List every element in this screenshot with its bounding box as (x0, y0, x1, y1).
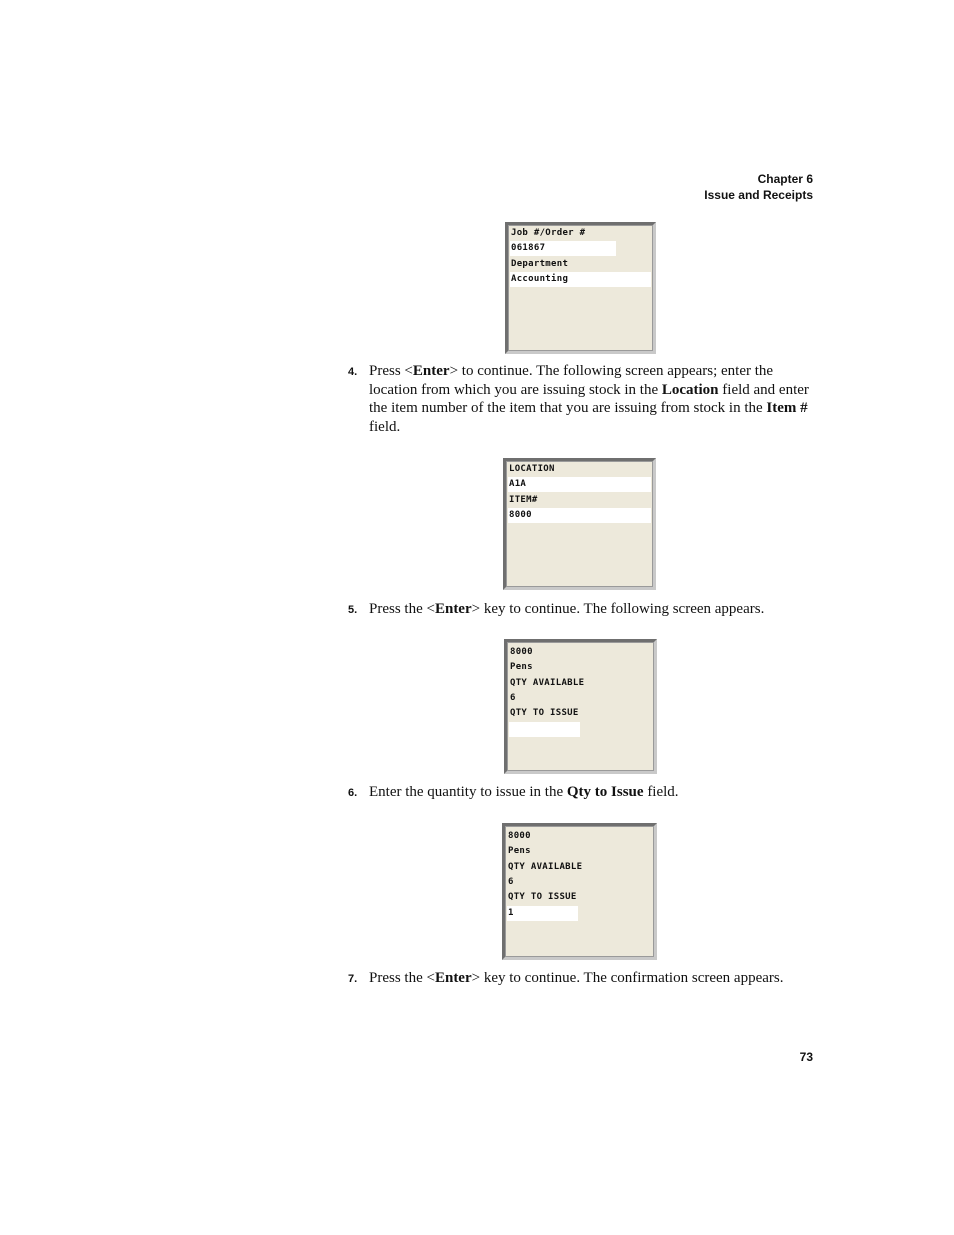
screen-label-department: Department (511, 259, 569, 269)
screen-label-location: LOCATION (509, 464, 555, 474)
step-text: Enter the quantity to issue in the Qty to Issue field. (369, 784, 679, 800)
screen-label-item: ITEM# (509, 495, 538, 505)
step-number: 4. (348, 366, 358, 378)
qty-to-issue-field[interactable] (509, 722, 580, 737)
running-header (704, 171, 813, 203)
screen-label-qty-available: QTY AVAILABLE (510, 678, 585, 688)
item-field[interactable]: 8000 (508, 508, 651, 523)
step-4 (348, 362, 818, 436)
page-number: 73 (799, 1050, 813, 1064)
screen-item-description: Pens (508, 846, 531, 856)
step-text: Press <Enter> to continue. The following screen appears; enter the location from which you are issuing stock in the Location field and enter the item number of the item that you are issuing from stock in the Item # field. (369, 363, 809, 435)
screen-qty-available-value: 6 (508, 877, 514, 887)
step-5 (348, 600, 818, 619)
screen-label-job-order: Job #/Order # (511, 228, 586, 238)
step-number: 7. (348, 973, 358, 985)
step-number: 6. (348, 787, 358, 799)
terminal-screen-qty-filled (502, 823, 657, 960)
step-text: Press the <Enter> key to continue. The confirmation screen appears. (369, 970, 784, 986)
screen-item-number: 8000 (508, 831, 531, 841)
step-6 (348, 783, 818, 802)
qty-to-issue-field[interactable]: 1 (507, 906, 578, 921)
terminal-screen-job-order (505, 222, 656, 354)
chapter-label: Chapter 6 (757, 172, 813, 186)
screen-item-description: Pens (510, 662, 533, 672)
screen-label-qty-to-issue: QTY TO ISSUE (508, 892, 577, 902)
screen-qty-available-value: 6 (510, 693, 516, 703)
terminal-screen-location-item (503, 458, 656, 590)
department-field[interactable]: Accounting (510, 272, 651, 287)
screen-item-number: 8000 (510, 647, 533, 657)
step-number: 5. (348, 604, 358, 616)
terminal-screen-qty-empty (504, 639, 657, 774)
job-order-field[interactable]: 061867 (510, 241, 616, 256)
section-title: Issue and Receipts (704, 188, 813, 202)
screen-label-qty-available: QTY AVAILABLE (508, 862, 583, 872)
screen-label-qty-to-issue: QTY TO ISSUE (510, 708, 579, 718)
step-text: Press the <Enter> key to continue. The following screen appears. (369, 601, 765, 617)
location-field[interactable]: A1A (508, 477, 651, 492)
step-7 (348, 969, 818, 988)
